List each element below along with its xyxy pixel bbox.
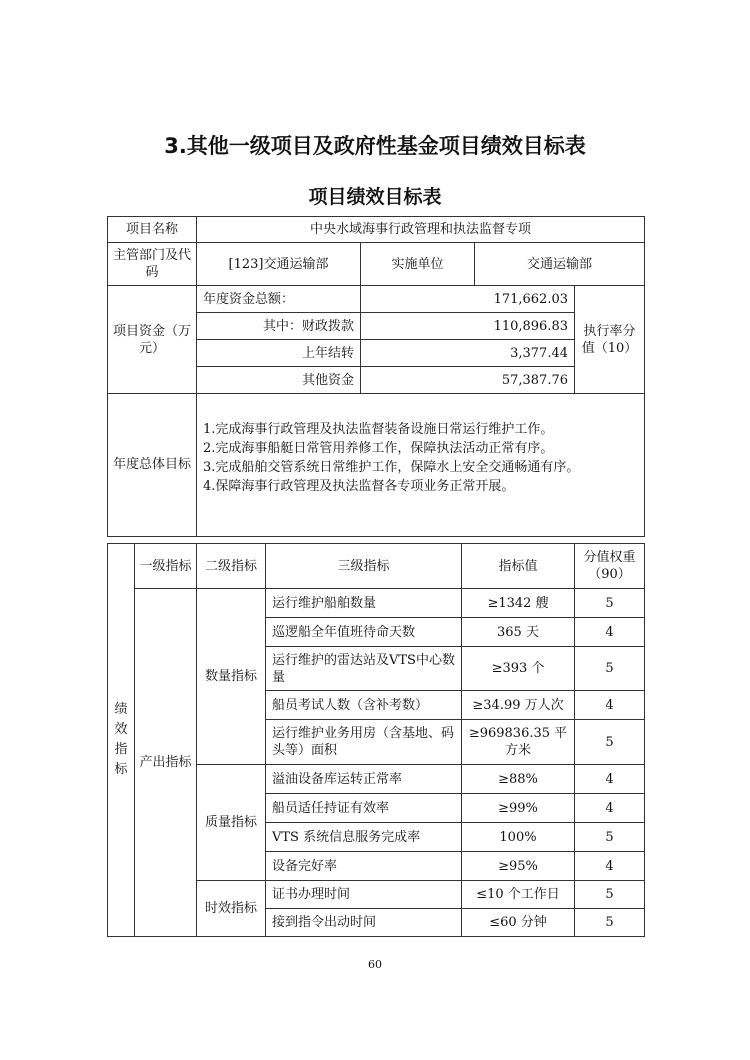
- indicator-value: ≤60 分钟: [462, 909, 575, 937]
- indicator-weight: 5: [575, 720, 645, 765]
- indicator-item: 接到指令出动时间: [266, 909, 462, 937]
- indicator-value: ≥88%: [462, 765, 575, 794]
- quality-indicators-label: 质量指标: [197, 765, 266, 881]
- annual-goal-item: 1.完成海事行政管理及执法监督装备设施日常运行维护工作。: [203, 422, 554, 437]
- indicator-value: ≥99%: [462, 794, 575, 823]
- indicator-weight: 5: [575, 589, 645, 618]
- indicator-value: ≤10 个工作日: [462, 881, 575, 909]
- indicator-item: 运行维护的雷达站及VTS中心数量: [266, 647, 462, 691]
- funds-other-label: 其他资金: [197, 367, 361, 394]
- funds-fiscal-value: 110,896.83: [361, 313, 575, 340]
- quantity-indicators-label: 数量指标: [197, 589, 266, 765]
- timeliness-indicators-label: 时效指标: [197, 881, 266, 937]
- indicator-weight: 5: [575, 909, 645, 937]
- page-heading: 3.其他一级项目及政府性基金项目绩效目标表: [164, 134, 586, 158]
- indicator-item: 设备完好率: [266, 852, 462, 881]
- funds-other-value: 57,387.76: [361, 367, 575, 394]
- annual-goal-item: 4.保障海事行政管理及执法监督各专项业务正常开展。: [203, 479, 515, 494]
- execution-rate-label: 执行率分值（10）: [575, 286, 645, 394]
- indicator-weight: 4: [575, 765, 645, 794]
- dept-value: [123]交通运输部: [197, 243, 361, 286]
- indicator-weight: 4: [575, 618, 645, 647]
- indicator-item: 证书办理时间: [266, 881, 462, 909]
- indicator-value: ≥969836.35 平方米: [462, 720, 575, 765]
- indicator-weight: 5: [575, 647, 645, 691]
- indicator-value: ≥34.99 万人次: [462, 691, 575, 720]
- funds-label: 项目资金（万元）: [108, 286, 197, 394]
- indicator-item: 巡逻船全年值班待命天数: [266, 618, 462, 647]
- page-number: 60: [368, 958, 382, 971]
- indicator-item: 船员适任持证有效率: [266, 794, 462, 823]
- indicator-value: ≥1342 艘: [462, 589, 575, 618]
- funds-total-value: 171,662.03: [361, 286, 575, 313]
- project-info-table: [107, 216, 645, 537]
- header-weight: 分值权重（90）: [575, 544, 645, 589]
- indicator-value: 100%: [462, 823, 575, 852]
- indicator-weight: 4: [575, 794, 645, 823]
- indicator-weight: 4: [575, 852, 645, 881]
- indicator-value: ≥393 个: [462, 647, 575, 691]
- project-name-label: 项目名称: [108, 217, 197, 243]
- table-title: 项目绩效目标表: [308, 186, 442, 208]
- indicator-weight: 5: [575, 881, 645, 909]
- funds-carryover-value: 3,377.44: [361, 340, 575, 367]
- performance-indicator-table: [107, 543, 645, 937]
- impl-unit-value: 交通运输部: [475, 243, 645, 286]
- funds-total-label: 年度资金总额：: [197, 286, 361, 313]
- indicator-item: 船员考试人数（含补考数）: [266, 691, 462, 720]
- indicator-value: 365 天: [462, 618, 575, 647]
- indicator-weight: 5: [575, 823, 645, 852]
- indicator-item: 运行维护业务用房（含基地、码头等）面积: [266, 720, 462, 765]
- annual-goal-item: 3.完成船舶交管系统日常维护工作，保障水上安全交通畅通有序。: [203, 460, 580, 475]
- performance-indicators-label: 绩效指标: [108, 544, 135, 937]
- indicator-value: ≥95%: [462, 852, 575, 881]
- header-level1: 一级指标: [135, 544, 197, 589]
- annual-goal-item: 2.完成海事船艇日常管用养修工作，保障执法活动正常有序。: [203, 441, 554, 456]
- indicator-item: VTS 系统信息服务完成率: [266, 823, 462, 852]
- annual-goals-content: [197, 394, 645, 537]
- header-level3: 三级指标: [266, 544, 462, 589]
- indicator-item: 运行维护船舶数量: [266, 589, 462, 618]
- annual-goals-label: 年度总体目标: [108, 394, 197, 537]
- dept-label: 主管部门及代码: [108, 243, 197, 286]
- funds-carryover-label: 上年结转: [197, 340, 361, 367]
- header-level2: 二级指标: [197, 544, 266, 589]
- impl-unit-label: 实施单位: [361, 243, 475, 286]
- indicator-item: 溢油设备库运转正常率: [266, 765, 462, 794]
- indicator-weight: 4: [575, 691, 645, 720]
- project-name-value: 中央水域海事行政管理和执法监督专项: [197, 217, 645, 243]
- output-indicators-label: 产出指标: [135, 589, 197, 937]
- funds-fiscal-label: 其中：财政拨款: [197, 313, 361, 340]
- header-value: 指标值: [462, 544, 575, 589]
